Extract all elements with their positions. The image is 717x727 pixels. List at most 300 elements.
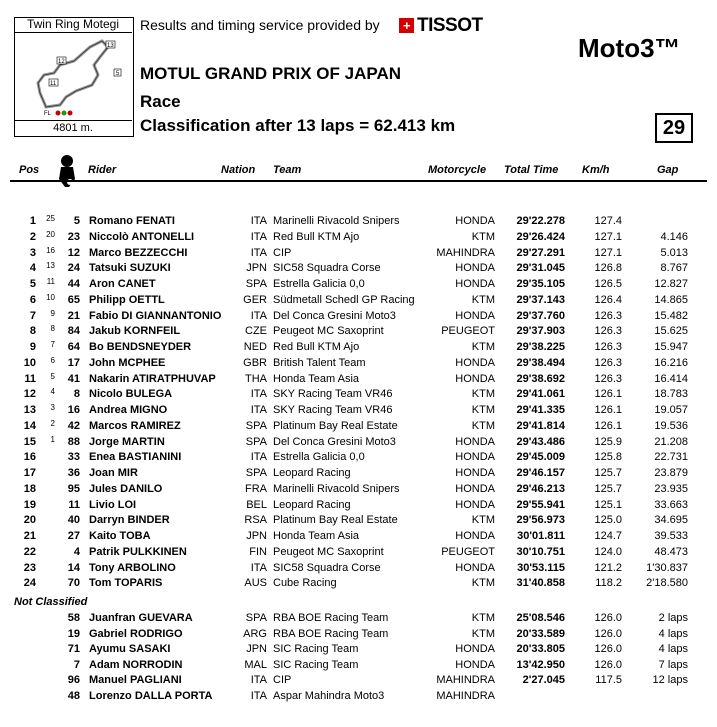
nation-cell: SPA <box>245 612 267 624</box>
gap-cell: 15.625 <box>654 325 688 338</box>
position-cell: 16 <box>23 451 36 464</box>
col-header-pos: Pos <box>19 164 40 176</box>
team-cell: SIC Racing Team <box>273 658 359 671</box>
total-time-cell: 2'27.045 <box>522 674 565 686</box>
rider-number-cell: 96 <box>67 674 80 686</box>
speed-cell: 125.7 <box>594 482 622 495</box>
rider-name-cell: John MCPHEE <box>89 356 166 369</box>
table-row <box>0 214 717 230</box>
turn-label-11: 11 <box>50 81 57 87</box>
nation-cell: ITA <box>250 404 267 416</box>
rider-name-cell: Aron CANET <box>89 278 156 290</box>
speed-cell: 125.7 <box>594 467 622 479</box>
speed-cell: 125.8 <box>594 451 622 464</box>
motorcycle-cell: MAHINDRA <box>436 689 495 702</box>
nation-cell: ITA <box>250 388 267 401</box>
nation-cell: JPN <box>246 530 267 542</box>
motorcycle-cell: KTM <box>471 419 495 432</box>
not-classified-label: Not Classified <box>14 596 88 608</box>
total-time-cell: 29'55.941 <box>516 498 565 511</box>
table-row <box>0 482 717 498</box>
motorcycle-cell: KTM <box>471 388 495 401</box>
tissot-logo-text: TISSOT <box>417 15 483 36</box>
motorcycle-cell: HONDA <box>455 482 495 495</box>
nation-cell: ITA <box>250 215 267 227</box>
position-cell: 21 <box>23 530 36 542</box>
track-map <box>30 35 130 119</box>
total-time-cell: 29'26.424 <box>516 230 565 243</box>
position-cell: 17 <box>23 467 36 479</box>
nation-cell: JPN <box>246 643 267 655</box>
rider-number-cell: 4 <box>73 545 80 558</box>
table-row <box>0 246 717 262</box>
header-divider <box>10 180 707 182</box>
position-cell: 9 <box>29 341 36 353</box>
circuit-length: 4801 m. <box>14 120 132 136</box>
team-cell: Leopard Racing <box>273 467 351 479</box>
gap-cell: 39.533 <box>654 530 688 542</box>
speed-cell: 121.2 <box>594 561 622 574</box>
team-cell: Honda Team Asia <box>273 372 360 385</box>
nation-cell: ITA <box>250 246 267 259</box>
rider-number-cell: 8 <box>73 388 80 401</box>
speed-cell: 126.5 <box>594 278 622 290</box>
position-cell: 5 <box>29 278 36 290</box>
nation-cell: JPN <box>246 262 267 275</box>
position-cell: 15 <box>23 435 36 448</box>
nation-cell: SPA <box>245 467 267 479</box>
position-cell: 7 <box>29 309 36 322</box>
classification-subtitle: Classification after 13 laps = 62.413 km <box>140 116 456 135</box>
team-cell: Platinum Bay Real Estate <box>273 419 398 432</box>
motorcycle-cell: PEUGEOT <box>441 545 495 558</box>
gap-cell: 2 laps <box>658 612 688 624</box>
total-time-cell: 29'41.061 <box>516 388 565 401</box>
table-row <box>0 230 717 246</box>
table-row <box>0 324 717 340</box>
motorcycle-cell: HONDA <box>455 262 495 275</box>
rider-number-cell: 14 <box>67 561 80 574</box>
rider-name-cell: Bo BENDSNEYDER <box>89 341 192 353</box>
gap-cell: 33.663 <box>654 498 688 511</box>
rider-name-cell: Darryn BINDER <box>89 514 170 527</box>
nation-cell: SPA <box>245 419 267 432</box>
rider-number-cell: 88 <box>67 435 80 448</box>
total-time-cell: 29'43.486 <box>516 435 565 448</box>
turn-label-5: 5 <box>116 71 120 77</box>
gap-cell: 14.865 <box>654 293 688 306</box>
nation-cell: FIN <box>249 545 267 558</box>
nation-cell: ITA <box>250 674 267 686</box>
gap-cell: 19.057 <box>654 404 688 416</box>
nation-cell: ITA <box>250 689 267 702</box>
team-cell: SIC Racing Team <box>273 643 359 655</box>
total-time-cell: 30'53.115 <box>517 561 565 574</box>
rider-number-cell: 71 <box>67 643 80 655</box>
rider-name-cell: Kaito TOBA <box>89 530 151 542</box>
total-time-cell: 20'33.589 <box>516 627 565 640</box>
rider-name-cell: Enea BASTIANINI <box>89 451 182 464</box>
rider-number-cell: 36 <box>67 467 80 479</box>
position-cell: 2 <box>29 230 36 243</box>
grid-position-cell: 1 <box>50 434 55 444</box>
grid-position-cell: 25 <box>46 214 55 223</box>
rider-number-cell: 27 <box>67 530 80 542</box>
grid-position-cell: 7 <box>50 340 55 349</box>
table-row <box>0 340 717 356</box>
nation-cell: AUS <box>244 577 267 590</box>
speed-cell: 126.1 <box>594 388 622 401</box>
rider-name-cell: Romano FENATI <box>89 215 175 227</box>
rider-number-cell: 44 <box>67 278 80 290</box>
rider-number-cell: 33 <box>67 451 80 464</box>
motorcycle-cell: HONDA <box>455 372 495 385</box>
speed-cell: 126.3 <box>594 309 622 322</box>
col-header-rider: Rider <box>88 164 117 176</box>
rider-number-cell: 12 <box>67 246 80 259</box>
total-time-cell: 29'37.903 <box>516 325 565 338</box>
rider-number-cell: 42 <box>67 419 80 432</box>
sector-dot-green <box>62 111 67 116</box>
nation-cell: SPA <box>245 435 267 448</box>
speed-cell: 126.1 <box>594 404 622 416</box>
total-time-cell: 13'42.950 <box>516 658 565 671</box>
rider-name-cell: Patrik PULKKINEN <box>89 545 187 558</box>
gap-cell: 19.536 <box>654 419 688 432</box>
rider-number-cell: 65 <box>67 293 80 306</box>
table-row <box>0 261 717 277</box>
speed-cell: 126.0 <box>594 658 622 671</box>
gap-cell: 12.827 <box>654 278 688 290</box>
gap-cell: 22.731 <box>654 451 688 464</box>
gap-cell: 7 laps <box>658 658 688 671</box>
nation-cell: NED <box>243 341 267 353</box>
col-header-kmh: Km/h <box>582 164 610 176</box>
rider-number-cell: 5 <box>73 215 80 227</box>
position-cell: 22 <box>23 545 36 558</box>
table-row <box>0 387 717 403</box>
total-time-cell: 29'41.814 <box>516 419 565 432</box>
motorcycle-cell: HONDA <box>455 309 495 322</box>
provider-text: Results and timing service provided by <box>140 17 380 33</box>
grid-position-cell: 5 <box>50 371 55 381</box>
total-time-cell: 29'56.973 <box>516 514 565 527</box>
grid-position-cell: 8 <box>50 324 55 334</box>
gap-cell: 16.414 <box>654 372 688 385</box>
nation-cell: ITA <box>250 230 267 243</box>
speed-cell: 127.1 <box>594 246 622 259</box>
rider-name-cell: Jorge MARTIN <box>89 435 165 448</box>
position-cell: 6 <box>29 293 36 306</box>
rider-number-cell: 84 <box>67 325 80 338</box>
position-cell: 1 <box>29 215 36 227</box>
rider-name-cell: Tom TOPARIS <box>89 577 163 590</box>
total-time-cell: 29'46.157 <box>516 467 565 479</box>
gap-cell: 12 laps <box>652 674 688 686</box>
tissot-logo <box>399 15 483 37</box>
speed-cell: 117.5 <box>595 674 622 686</box>
gap-cell: 4.146 <box>660 230 688 243</box>
rider-name-cell: Nakarin ATIRATPHUVAP <box>89 372 216 385</box>
circuit-name: Twin Ring Motegi <box>14 17 132 33</box>
motorcycle-cell: HONDA <box>455 561 495 574</box>
total-time-cell: 29'38.225 <box>516 341 565 353</box>
nation-cell: ITA <box>250 561 267 574</box>
speed-cell: 125.9 <box>594 435 622 448</box>
gap-cell: 2'18.580 <box>646 577 688 590</box>
speed-cell: 126.8 <box>594 262 622 275</box>
table-row <box>0 293 717 309</box>
total-time-cell: 29'38.494 <box>516 356 565 369</box>
rider-name-cell: Adam NORRODIN <box>89 658 183 671</box>
table-row <box>0 277 717 293</box>
team-cell: RBA BOE Racing Team <box>273 612 389 624</box>
rider-number-cell: 19 <box>67 627 80 640</box>
rider-name-cell: Livio LOI <box>89 498 137 511</box>
gap-cell: 8.767 <box>660 262 688 275</box>
position-cell: 11 <box>24 372 36 385</box>
rider-number-cell: 58 <box>67 612 80 624</box>
table-row <box>0 576 717 592</box>
team-cell: Red Bull KTM Ajo <box>273 341 360 353</box>
table-row <box>0 356 717 372</box>
grid-position-cell: 20 <box>46 229 55 239</box>
col-header-team: Team <box>273 164 302 176</box>
grid-position-cell: 2 <box>50 418 55 428</box>
gap-cell: 18.783 <box>654 388 688 401</box>
gap-cell: 15.482 <box>654 309 688 322</box>
rider-name-cell: Marcos RAMIREZ <box>89 419 181 432</box>
motorcycle-cell: KTM <box>471 627 495 640</box>
motorcycle-cell: KTM <box>471 341 495 353</box>
table-row <box>0 498 717 514</box>
team-cell: Marinelli Rivacold Snipers <box>273 215 400 227</box>
motorcycle-cell: KTM <box>471 514 495 527</box>
total-time-cell: 29'37.143 <box>516 293 565 306</box>
motorcycle-cell: HONDA <box>455 435 495 448</box>
nation-cell: FRA <box>245 482 267 495</box>
table-row <box>0 611 717 627</box>
total-time-cell: 20'33.805 <box>516 643 565 655</box>
rider-name-cell: Andrea MIGNO <box>89 404 168 416</box>
nation-cell: ITA <box>250 309 267 322</box>
rider-name-cell: Ayumu SASAKI <box>89 643 171 655</box>
rider-number-cell: 11 <box>68 498 80 511</box>
total-time-cell: 29'27.291 <box>516 246 565 259</box>
table-row <box>0 689 717 705</box>
table-row <box>0 561 717 577</box>
speed-cell: 126.3 <box>594 341 622 353</box>
rider-number-cell: 64 <box>67 341 80 353</box>
total-time-cell: 30'01.811 <box>517 530 565 542</box>
table-row <box>0 309 717 325</box>
rider-name-cell: Philipp OETTL <box>89 293 165 306</box>
grid-position-cell: 11 <box>46 277 55 286</box>
team-cell: British Talent Team <box>273 356 366 369</box>
team-cell: Del Conca Gresini Moto3 <box>273 435 396 448</box>
grid-position-cell: 4 <box>50 387 55 397</box>
motorcycle-cell: KTM <box>471 230 495 243</box>
motorcycle-cell: HONDA <box>455 278 495 290</box>
speed-cell: 118.2 <box>595 577 622 590</box>
rider-number-cell: 24 <box>67 262 80 275</box>
total-time-cell: 29'46.213 <box>516 482 565 495</box>
motorcycle-cell: HONDA <box>455 643 495 655</box>
position-cell: 20 <box>23 514 36 527</box>
grid-position-cell: 13 <box>46 261 55 271</box>
position-cell: 14 <box>23 419 36 432</box>
table-row <box>0 673 717 689</box>
rider-number-cell: 16 <box>67 404 80 416</box>
rider-name-cell: Jakub KORNFEIL <box>89 325 181 338</box>
table-row <box>0 627 717 643</box>
position-cell: 10 <box>23 356 36 369</box>
turn-label-13: 13 <box>107 43 114 49</box>
team-cell: CIP <box>273 246 292 259</box>
rider-name-cell: Tatsuki SUZUKI <box>89 262 171 275</box>
gap-cell: 34.695 <box>654 514 688 527</box>
rider-number-cell: 40 <box>67 514 80 527</box>
team-cell: Marinelli Rivacold Snipers <box>273 482 400 495</box>
motorcycle-cell: HONDA <box>455 356 495 369</box>
speed-cell: 125.0 <box>594 514 622 527</box>
team-cell: SIC58 Squadra Corse <box>273 262 381 275</box>
team-cell: SIC58 Squadra Corse <box>273 561 381 574</box>
team-cell: Leopard Racing <box>273 498 351 511</box>
position-cell: 13 <box>23 404 36 416</box>
motorcycle-cell: KTM <box>471 404 495 416</box>
motorcycle-cell: KTM <box>471 293 495 306</box>
motorcycle-cell: KTM <box>471 577 495 590</box>
team-cell: RBA BOE Racing Team <box>273 627 389 640</box>
total-time-cell: 29'38.692 <box>516 372 565 385</box>
team-cell: Cube Racing <box>273 577 337 590</box>
total-time-cell: 30'10.751 <box>516 545 565 558</box>
gap-cell: 4 laps <box>658 627 688 640</box>
speed-cell: 124.0 <box>594 545 622 558</box>
total-time-cell: 29'31.045 <box>516 262 565 275</box>
position-cell: 23 <box>23 561 36 574</box>
table-row <box>0 419 717 435</box>
speed-cell: 126.3 <box>594 325 622 338</box>
rider-name-cell: Jules DANILO <box>89 482 163 495</box>
grid-position-cell: 10 <box>46 292 55 302</box>
sector-dot-red <box>56 111 61 116</box>
motorcycle-cell: HONDA <box>455 467 495 479</box>
motorcycle-cell: PEUGEOT <box>441 325 495 338</box>
motorcycle-cell: HONDA <box>455 215 495 227</box>
grid-position-cell: 3 <box>50 403 55 412</box>
table-row <box>0 529 717 545</box>
team-cell: Platinum Bay Real Estate <box>273 514 398 527</box>
table-row <box>0 466 717 482</box>
table-row <box>0 372 717 388</box>
col-header-motorcycle: Motorcycle <box>428 164 487 176</box>
rider-name-cell: Gabriel RODRIGO <box>89 627 183 640</box>
grid-position-cell: 9 <box>50 308 55 318</box>
gap-cell: 16.216 <box>654 356 688 369</box>
team-cell: Aspar Mahindra Moto3 <box>273 689 385 702</box>
rider-number-cell: 41 <box>67 372 80 385</box>
speed-cell: 126.0 <box>594 612 622 624</box>
sector-dot-red-2 <box>68 111 73 116</box>
grid-position-cell: 16 <box>46 245 55 255</box>
total-time-cell: 29'45.009 <box>516 451 565 464</box>
nation-cell: CZE <box>245 325 267 338</box>
motorcycle-cell: HONDA <box>455 658 495 671</box>
team-cell: Estrella Galicia 0,0 <box>273 451 365 464</box>
rider-name-cell: Fabio DI GIANNANTONIO <box>89 309 222 322</box>
table-row <box>0 545 717 561</box>
table-row <box>0 403 717 419</box>
total-time-cell: 29'35.105 <box>516 278 565 290</box>
gap-cell: 4 laps <box>658 643 688 655</box>
speed-cell: 126.3 <box>594 356 622 369</box>
gap-cell: 21.208 <box>654 435 688 448</box>
rider-name-cell: Manuel PAGLIANI <box>89 674 182 686</box>
event-title: MOTUL GRAND PRIX OF JAPAN <box>140 64 401 83</box>
speed-cell: 126.1 <box>594 419 622 432</box>
turn-label-12: 12 <box>58 59 65 65</box>
speed-cell: 127.4 <box>594 215 622 227</box>
rider-name-cell: Tony ARBOLINO <box>89 561 176 574</box>
team-cell: Del Conca Gresini Moto3 <box>273 309 396 322</box>
position-cell: 3 <box>29 246 36 259</box>
total-time-cell: 25'08.546 <box>516 612 565 624</box>
table-row <box>0 642 717 658</box>
team-cell: Honda Team Asia <box>273 530 360 542</box>
total-time-cell: 29'37.760 <box>516 309 565 322</box>
col-header-total-time: Total Time <box>504 164 559 176</box>
rider-number-cell: 17 <box>67 356 80 369</box>
motorcycle-cell: MAHINDRA <box>436 674 495 686</box>
position-cell: 19 <box>23 498 36 511</box>
gap-cell: 5.013 <box>660 246 688 259</box>
rider-name-cell: Marco BEZZECCHI <box>89 246 188 259</box>
grid-position-cell: 6 <box>50 355 55 365</box>
team-cell: CIP <box>273 674 292 686</box>
speed-cell: 127.1 <box>594 230 622 243</box>
rider-name-cell: Nicolo BULEGA <box>89 388 173 401</box>
rider-number-cell: 95 <box>67 482 80 495</box>
nation-cell: GER <box>243 293 267 306</box>
motorcycle-cell: HONDA <box>455 530 495 542</box>
rider-name-cell: Juanfran GUEVARA <box>89 612 193 624</box>
page-number-box: 29 <box>655 113 693 143</box>
position-cell: 4 <box>29 262 36 275</box>
team-cell: SKY Racing Team VR46 <box>273 388 393 401</box>
total-time-cell: 29'41.335 <box>516 404 565 416</box>
position-cell: 18 <box>23 482 36 495</box>
team-cell: Peugeot MC Saxoprint <box>273 325 384 338</box>
nation-cell: BEL <box>246 498 267 511</box>
table-row <box>0 435 717 451</box>
nation-cell: MAL <box>244 658 267 671</box>
total-time-cell: 31'40.858 <box>516 577 565 590</box>
speed-cell: 126.0 <box>594 627 622 640</box>
rider-name-cell: Lorenzo DALLA PORTA <box>89 689 213 702</box>
gap-cell: 23.935 <box>654 482 688 495</box>
speed-cell: 126.3 <box>594 372 622 385</box>
nation-cell: THA <box>245 372 267 385</box>
rider-name-cell: Joan MIR <box>89 467 138 479</box>
motorcycle-cell: KTM <box>471 612 495 624</box>
gap-cell: 15.947 <box>654 341 688 353</box>
rider-number-cell: 70 <box>67 577 80 590</box>
nation-cell: RSA <box>244 514 267 527</box>
team-cell: Südmetall Schedl GP Racing <box>273 293 415 306</box>
nation-cell: ARG <box>243 627 267 640</box>
